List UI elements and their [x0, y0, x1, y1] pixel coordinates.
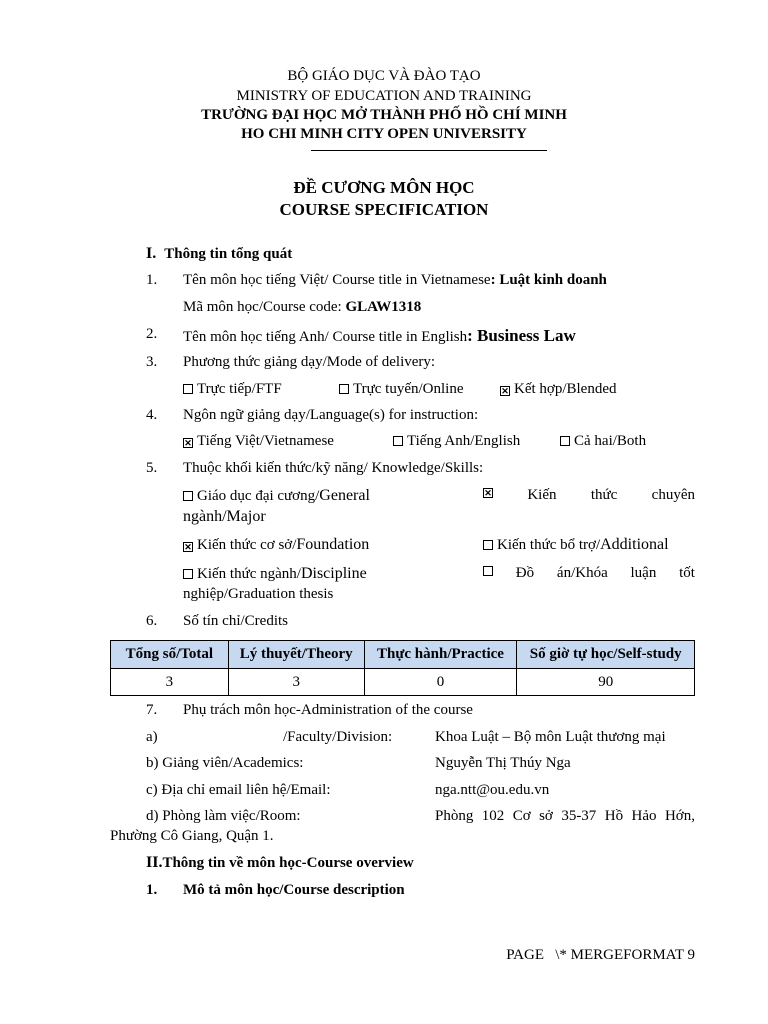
- graduation-label-line1: [483, 565, 695, 582]
- checkbox-both[interactable]: [560, 436, 570, 446]
- mode-option-ftf[interactable]: [183, 381, 282, 398]
- additional-label: Kiến thức bổ trợ/: [497, 537, 601, 553]
- checkbox-online[interactable]: [339, 384, 349, 394]
- doc-title-en: COURSE SPECIFICATION: [279, 200, 489, 219]
- knowledge-option-major[interactable]: [483, 487, 695, 504]
- credits-header-practice: Thực hành/Practice: [364, 641, 517, 669]
- faculty-prefix: a): [146, 729, 158, 745]
- graduation-word-1: Đồ: [515, 565, 535, 581]
- credits-practice: 0: [364, 669, 517, 696]
- credits-self-study: 90: [517, 669, 695, 696]
- checkbox-major[interactable]: ✕: [484, 488, 492, 498]
- item-3-number: 3.: [146, 354, 158, 370]
- mode-option-blended[interactable]: [500, 381, 617, 398]
- credits-header-row: [111, 641, 695, 669]
- item-5-knowledge-label: Thuộc khối kiến thức/kỹ năng/ Knowledge/Skills:: [183, 460, 484, 476]
- checkbox-english[interactable]: [393, 436, 403, 446]
- language-option-english[interactable]: [393, 433, 520, 450]
- doc-title-vn: ĐỀ CƯƠNG MÔN HỌC: [293, 178, 475, 197]
- faculty-label: /Faculty/Division:: [283, 729, 393, 745]
- graduation-word-4: tốt: [679, 565, 695, 581]
- credits-theory: 3: [228, 669, 364, 696]
- knowledge-option-discipline[interactable]: [183, 565, 367, 583]
- room-word-1: Phòng: [435, 808, 474, 824]
- major-word-2: thức: [590, 487, 618, 503]
- item-7-administration-label: Phụ trách môn học-Administration of the course: [183, 702, 473, 718]
- item-6-number: 6.: [146, 613, 158, 629]
- course-description-label: Mô tả môn học/Course description: [183, 882, 405, 898]
- section-1-title: Thông tin tổng quát: [164, 246, 293, 262]
- checkbox-vietnamese[interactable]: ✕: [184, 438, 192, 448]
- credits-table: [110, 640, 695, 696]
- language-option-both[interactable]: [560, 433, 646, 450]
- room-word-4: sở: [539, 808, 553, 824]
- graduation-word-3: luận: [630, 565, 657, 581]
- graduation-word-2: án/Khóa: [556, 565, 608, 581]
- academics-value: Nguyễn Thị Thúy Nga: [435, 755, 571, 771]
- academics-label: b) Giảng viên/Academics:: [146, 755, 304, 771]
- credits-header-self-study: Số giờ tự học/Self-study: [517, 641, 695, 669]
- general-label: Giáo dục đại cương/: [197, 488, 320, 504]
- knowledge-option-additional[interactable]: [483, 536, 669, 554]
- item-5-number: 5.: [146, 460, 158, 476]
- section-2-number: II.: [146, 854, 163, 871]
- section-1-number: I.: [146, 245, 157, 262]
- item-2-course-title-en: [183, 326, 576, 346]
- checkbox-blended[interactable]: ✕: [501, 386, 509, 396]
- additional-label-en: Additional: [600, 536, 669, 553]
- knowledge-option-general[interactable]: [183, 487, 370, 505]
- room-word-2: 102: [481, 808, 505, 824]
- major-label-line2: ngành/Major: [183, 508, 266, 525]
- mode-ftf-label: Trực tiếp/FTF: [197, 381, 282, 397]
- item-3-mode-label: Phương thức giảng dạy/Mode of delivery:: [183, 354, 436, 370]
- checkbox-additional[interactable]: [483, 540, 493, 550]
- knowledge-option-graduation[interactable]: [483, 565, 695, 582]
- discipline-label-en: Discipline: [300, 565, 367, 582]
- room-value-line1: [435, 808, 695, 825]
- checkbox-graduation[interactable]: [483, 566, 493, 576]
- mode-blended-label: Kết hợp/Blended: [514, 381, 617, 397]
- email-label: c) Địa chỉ email liên hệ/Email:: [146, 782, 331, 798]
- section-1-heading: [146, 245, 292, 263]
- major-word-3: chuyên: [651, 487, 695, 503]
- discipline-label: Kiến thức ngành/: [197, 566, 301, 582]
- section-2-heading: [146, 854, 414, 872]
- item-7-number: 7.: [146, 702, 158, 718]
- course-code: [183, 299, 421, 316]
- course-title-vn-value: : Luật kinh doanh: [490, 272, 607, 288]
- item-4-number: 4.: [146, 407, 158, 423]
- ministry-en: MINISTRY OF EDUCATION AND TRAINING: [236, 88, 532, 104]
- language-vietnamese-label: Tiếng Việt/Vietnamese: [197, 433, 334, 449]
- language-english-label: Tiếng Anh/English: [407, 433, 521, 449]
- checkbox-general[interactable]: [183, 491, 193, 501]
- general-label-en: General: [319, 487, 370, 504]
- credits-total: 3: [111, 669, 229, 696]
- ministry-vn: BỘ GIÁO DỤC VÀ ĐÀO TẠO: [287, 68, 481, 84]
- room-value-line2: Phường Cô Giang, Quận 1.: [110, 828, 274, 844]
- foundation-label-en: Foundation: [296, 536, 370, 553]
- major-word-1: Kiến: [527, 487, 557, 503]
- item-6-credits-label: Số tín chỉ/Credits: [183, 613, 288, 629]
- language-option-vietnamese[interactable]: [183, 433, 334, 450]
- course-code-value: GLAW1318: [345, 299, 422, 315]
- room-word-3: Cơ: [512, 808, 531, 824]
- knowledge-option-foundation[interactable]: [183, 536, 369, 554]
- university-vn: TRƯỜNG ĐẠI HỌC MỞ THÀNH PHỐ HỒ CHÍ MINH: [201, 107, 567, 123]
- checkbox-ftf[interactable]: [183, 384, 193, 394]
- section-2-title: Thông tin về môn học-Course overview: [162, 855, 414, 871]
- checkbox-foundation[interactable]: ✕: [184, 542, 192, 552]
- item-4-language-label: Ngôn ngữ giảng dạy/Language(s) for instruction:: [183, 407, 479, 423]
- room-word-5: 35-37: [561, 808, 597, 824]
- credits-header-theory: Lý thuyết/Theory: [228, 641, 364, 669]
- room-word-8: Hớn,: [664, 808, 695, 824]
- item-1-number: 1.: [146, 272, 158, 288]
- course-code-label: Mã môn học/Course code:: [183, 299, 346, 315]
- checkbox-discipline[interactable]: [183, 569, 193, 579]
- course-title-en-label: Tên môn học tiếng Anh/ Course title in English: [183, 329, 468, 345]
- mode-option-online[interactable]: [339, 381, 464, 398]
- foundation-label: Kiến thức cơ sở/: [197, 537, 297, 553]
- credits-value-row: [111, 669, 695, 696]
- room-word-7: Hảo: [631, 808, 657, 824]
- page-footer-field: PAGE \* MERGEFORMAT 9: [506, 947, 695, 963]
- item-2-number: 2.: [146, 326, 158, 342]
- faculty-value: Khoa Luật – Bộ môn Luật thương mại: [435, 729, 666, 745]
- room-label: d) Phòng làm việc/Room:: [146, 808, 301, 824]
- header-divider: [311, 150, 547, 151]
- credits-header-total: Tổng số/Total: [111, 641, 229, 669]
- course-title-vn-label: Tên môn học tiếng Việt/ Course title in Vietnamese: [183, 272, 491, 288]
- mode-online-label: Trực tuyến/Online: [353, 381, 464, 397]
- university-en: HO CHI MINH CITY OPEN UNIVERSITY: [241, 126, 527, 142]
- language-both-label: Cả hai/Both: [574, 433, 647, 449]
- room-word-6: Hồ: [604, 808, 624, 824]
- section-2-item-1-number: 1.: [146, 882, 158, 898]
- email-value[interactable]: nga.ntt@ou.edu.vn: [435, 782, 550, 798]
- item-1-course-title-vn: [183, 272, 607, 289]
- major-label-line1: [483, 487, 695, 504]
- course-title-en-value: : Business Law: [467, 326, 576, 345]
- graduation-label-line2: nghiệp/Graduation thesis: [183, 586, 334, 602]
